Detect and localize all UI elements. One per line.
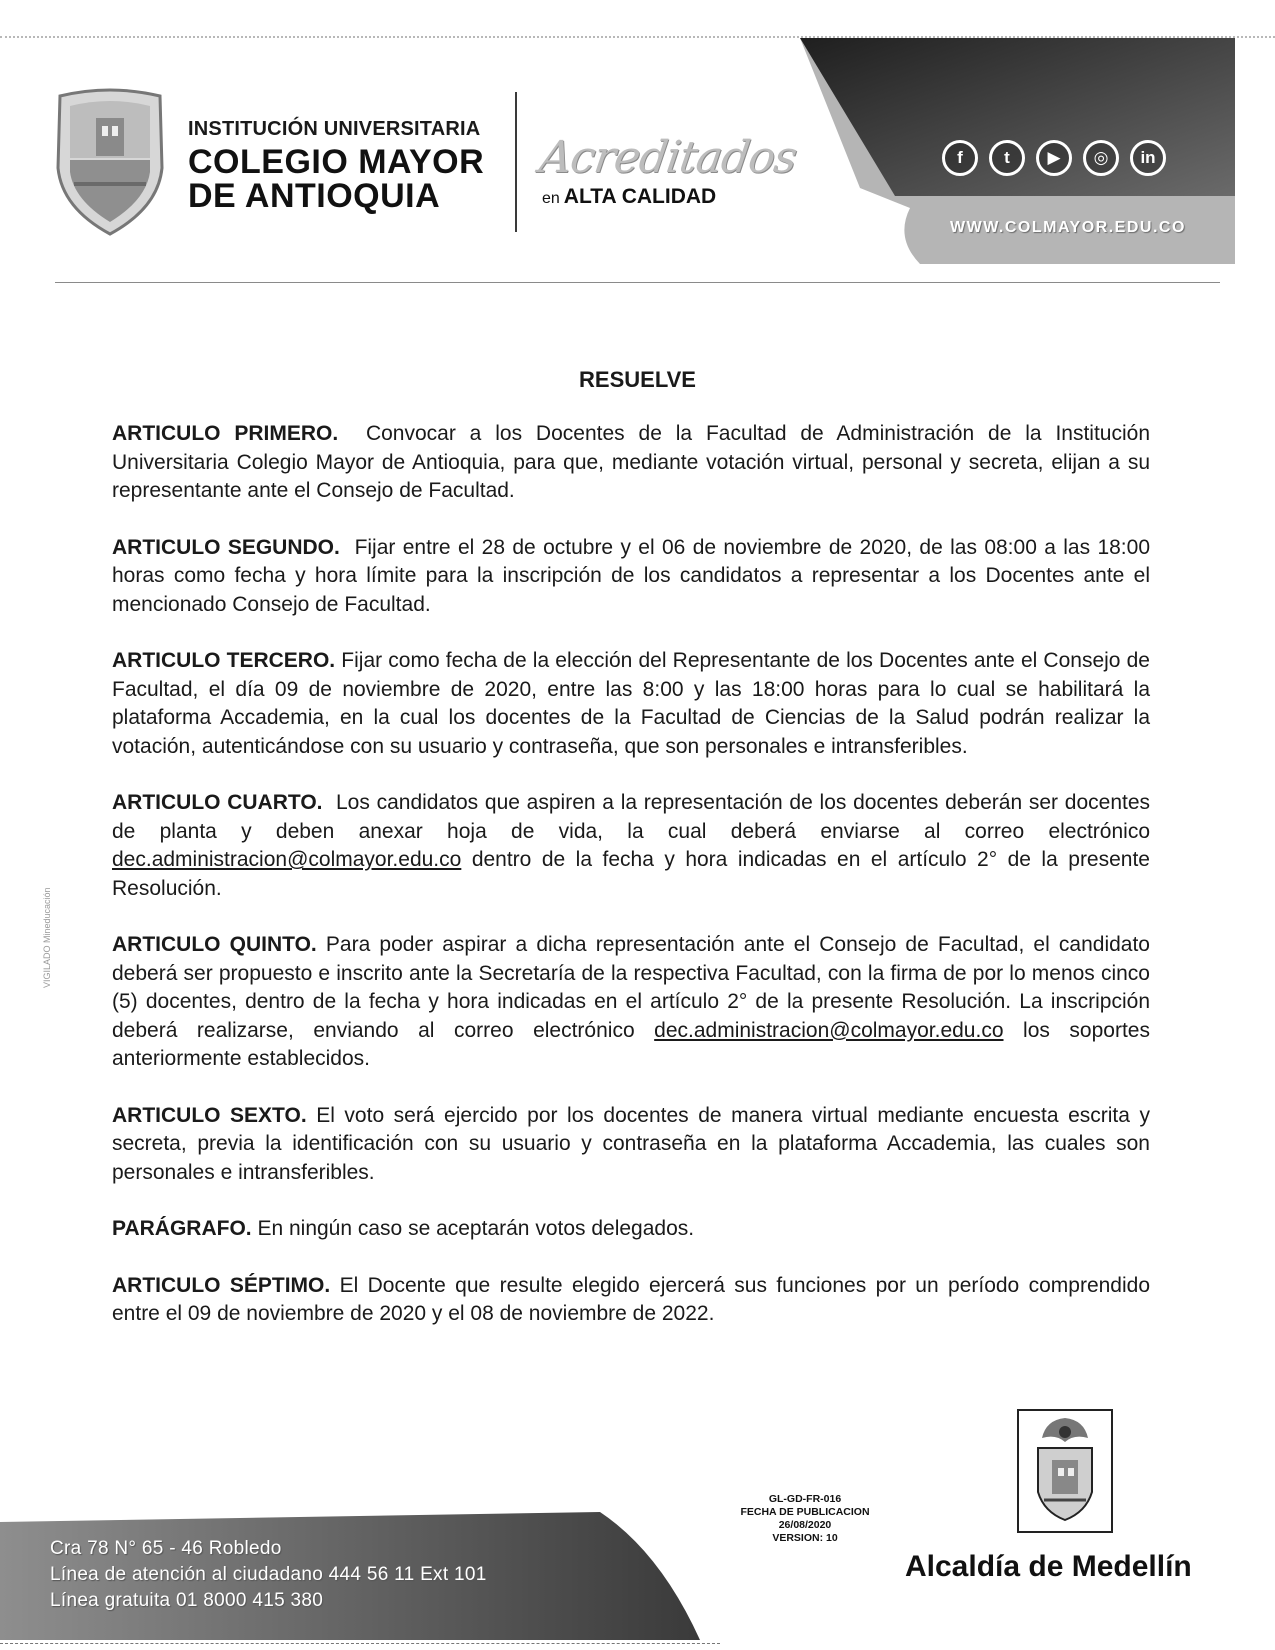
accreditation-prefix: en [542,190,560,207]
article-label: ARTICULO CUARTO. [112,791,323,814]
article-text: El voto será ejercido por los docentes de manera virtual mediante encuesta escrita y secreta, previa la identificación con su usuario y contraseña en la plataforma Accademia, las cuales son personales e intransferibles. [112,1103,1150,1184]
pub-label: FECHA DE PUBLICACION [740,1506,870,1518]
doc-version: VERSION: 10 [772,1532,838,1544]
article-text: Convocar a los Docentes de la Facultad de Administración de la Institución Universitaria Colegio Mayor de Antioquia, para que, mediante votación virtual, personal y secreta, elijan a su representante ante el Consejo de Facultad. [112,422,1150,502]
header-divider [515,92,517,232]
article-sexto [112,1102,1150,1188]
footer-free-line: Línea gratuita 01 8000 415 380 [50,1590,324,1611]
footer-rule [0,1643,720,1644]
medellin-coat-of-arms-icon [1016,1408,1114,1534]
footer-address: Cra 78 N° 65 - 46 Robledo [50,1538,282,1559]
pub-date: 26/08/2020 [778,1519,832,1531]
accreditation-main: ALTA CALIDAD [563,185,717,208]
social-links [942,140,1166,176]
article-text: Fijar entre el 28 de octubre y el 06 de noviembre de 2020, de las 08:00 a las 18:00 horas como fecha y hora límite para la inscripción de los candidatos a representar a los Docentes ante el mencionado Consejo de Facultad. [112,535,1151,616]
footer-attention-line: Línea de atención al ciudadano 444 56 11 Ext 101 [50,1564,487,1585]
article-primero [112,420,1150,506]
header-rule [55,282,1220,283]
article-label: ARTICULO PRIMERO. [112,422,339,445]
vigilado-stamp: VIGILADO Mineducación [42,887,52,988]
article-septimo [112,1272,1150,1329]
article-label: ARTICULO QUINTO. [112,933,317,956]
email-link[interactable]: dec.administracion@colmayor.edu.co [654,1018,1004,1042]
doc-code: GL-GD-FR-016 [768,1493,842,1505]
article-text: En ningún caso se aceptarán votos delegados. [257,1217,695,1240]
facebook-icon[interactable]: f [942,140,978,176]
accreditation-script: Acreditados [536,132,800,183]
article-quinto [112,931,1150,1074]
article-cuarto [112,789,1150,903]
article-label: PARÁGRAFO. [112,1217,252,1240]
youtube-icon[interactable]: ▶ [1036,140,1072,176]
article-text: Fijar como fecha de la elección del Representante de los Docentes ante el Consejo de Facultad, el día 09 de noviembre de 2020, entre las 8:00 y las 18:00 horas para lo cual se habilitará la plataforma Accademia, en la cual los docentes de la Facultad de Ciencias de la Salud podrán realizar la votación, autenticándose con su usuario y contraseña, que son personales e intransferibles. [112,649,1150,758]
article-label: ARTICULO SEXTO. [112,1103,307,1127]
twitter-icon[interactable]: t [989,140,1025,176]
article-label: ARTICULO SÉPTIMO. [112,1273,331,1297]
paragrafo [112,1215,1150,1244]
article-segundo [112,534,1150,620]
institution-name-line2: DE ANTIOQUIA [188,177,441,215]
institution-type: INSTITUCIÓN UNIVERSITARIA [188,118,481,140]
website-link[interactable]: WWW.COLMAYOR.EDU.CO [950,219,1186,236]
document-title: RESUELVE [579,367,696,392]
institution-shield-logo [50,88,170,238]
article-label: ARTICULO TERCERO. [112,649,336,672]
article-tercero [112,647,1150,761]
linkedin-icon[interactable]: in [1130,140,1166,176]
accreditation-label [542,185,716,209]
article-text: El Docente que resulte elegido ejercerá sus funciones por un período comprendido entre el 09 de noviembre de 2020 y el 08 de noviembre de 2022. [112,1273,1151,1325]
article-text: Los candidatos que aspiren a la representación de los docentes deberán ser docentes de planta y deben anexar hoja de vida, la cual deberá enviarse al correo electrónico [112,791,1151,843]
articles-list [112,420,1150,1357]
institution-name-line1: COLEGIO MAYOR [188,143,485,181]
article-text: dentro de la fecha y hora indicadas en el artículo 2° de la presente Resolución. [112,848,1150,900]
instagram-icon[interactable]: ◎ [1083,140,1119,176]
document-control-info [730,1493,880,1545]
institution-name [188,118,484,213]
footer-contact [50,1536,487,1614]
email-link[interactable]: dec.administracion@colmayor.edu.co [112,848,462,871]
article-text: los soportes anteriormente establecidos. [112,1018,1150,1070]
alcaldia-logo-text: Alcaldía de Medellín [905,1550,1192,1583]
article-label: ARTICULO SEGUNDO. [112,535,340,559]
article-text: Para poder aspirar a dicha representación ante el Consejo de Facultad, el candidato deberá ser propuesto e inscrito ante la Secretaría de la respectiva Facultad, con la firma de por lo menos cinco (5) docentes, dentro de la fecha y hora indicadas en el artículo 2° de la presente Resolución. La inscripción deberá realizarse, enviando al correo electrónico [112,933,1150,1042]
